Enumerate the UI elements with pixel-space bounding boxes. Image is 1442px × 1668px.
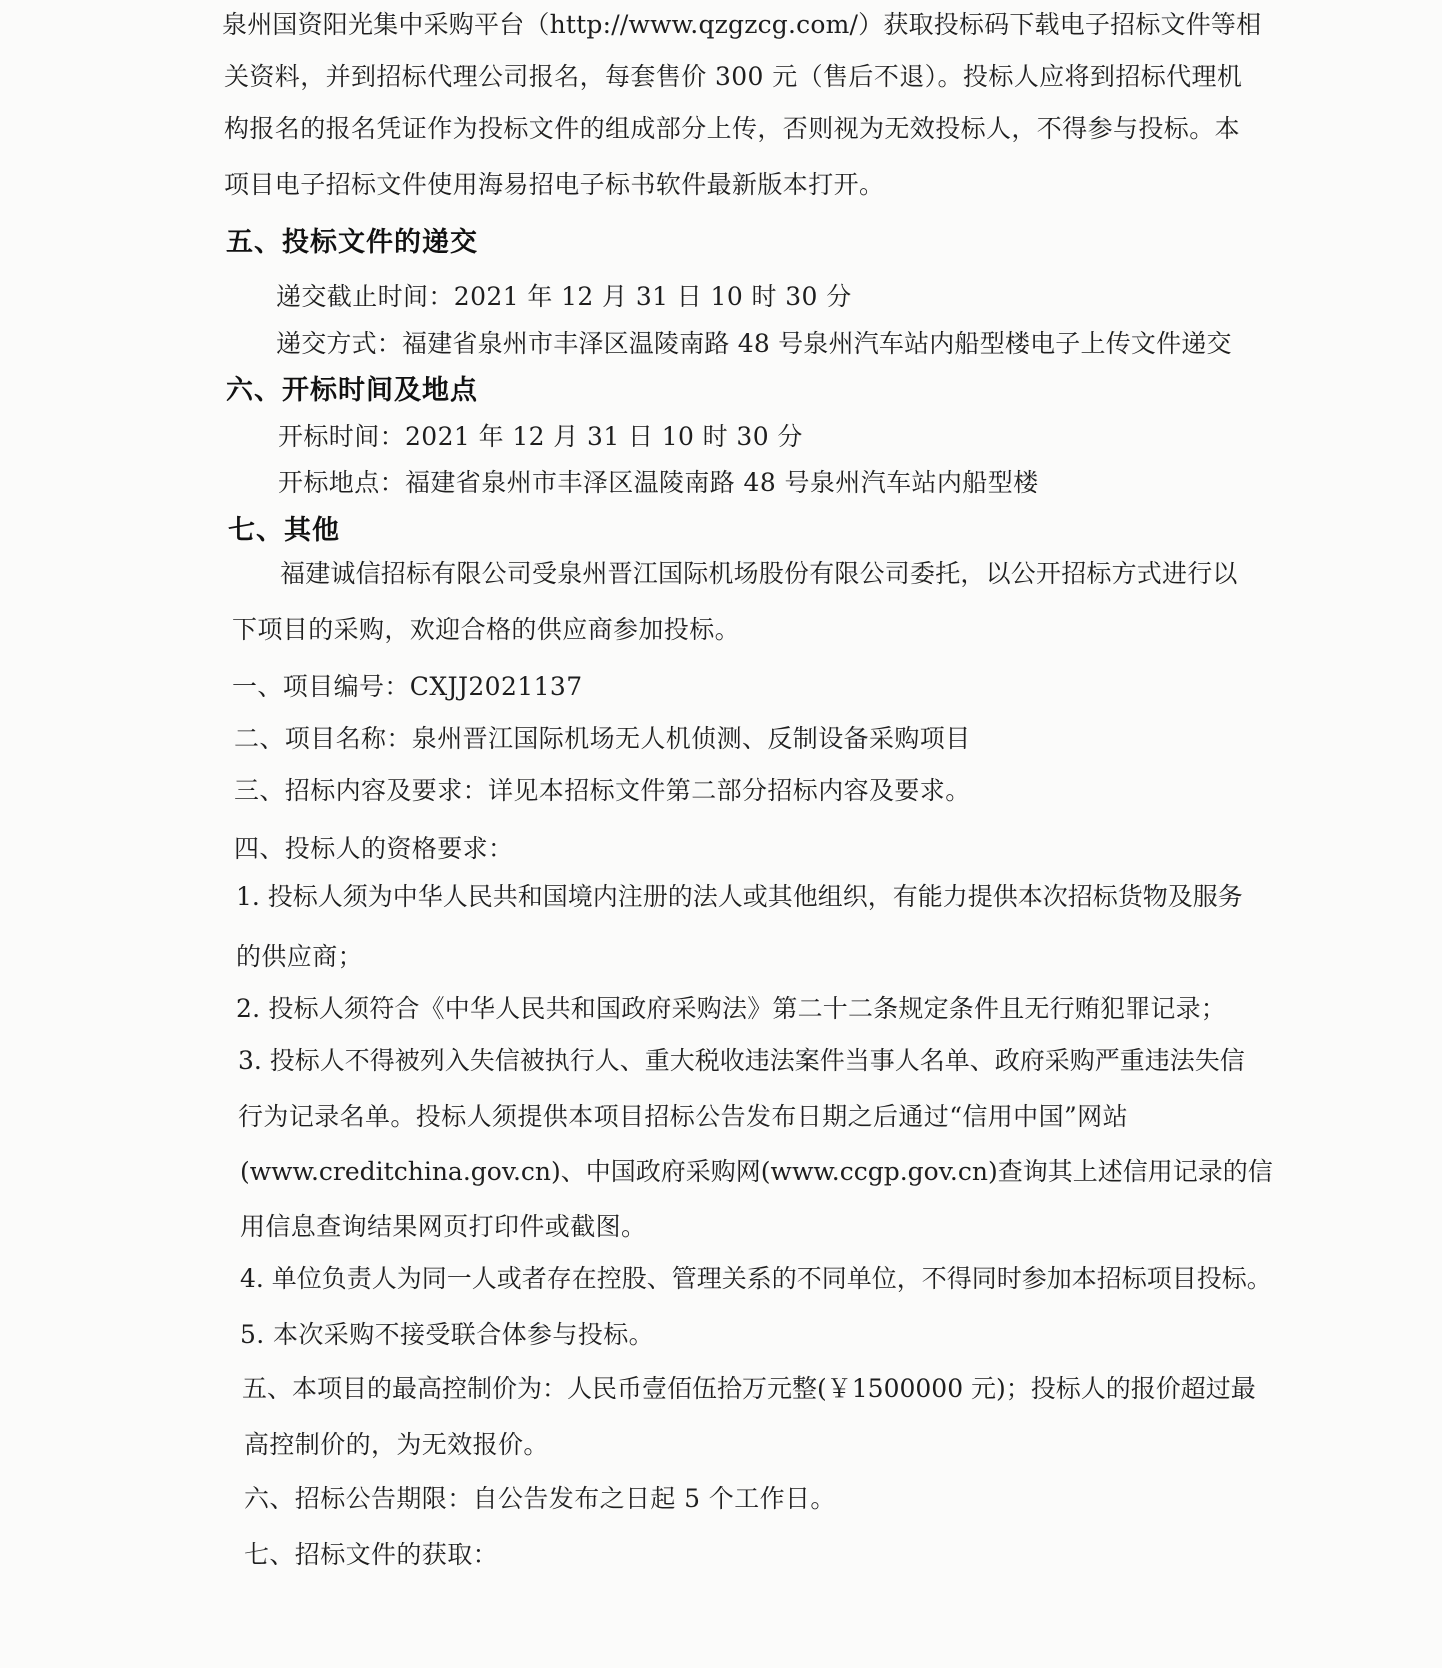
project-name: 二、项目名称：泉州晋江国际机场无人机侦测、反制设备采购项目 [234, 724, 971, 753]
requirement-3-line-2: 行为记录名单。投标人须提供本项目招标公告发布日期之后通过“信用中国”网站 [238, 1102, 1128, 1131]
requirement-3-line-3: (www.creditchina.gov.cn)、中国政府采购网(www.ccgp.gov.cn)查询其上述信用记录的信 [240, 1157, 1273, 1186]
intro-line-1: 泉州国资阳光集中采购平台（http://www.qzgzcg.com/）获取投标码下载电子招标文件等相 [222, 10, 1262, 39]
tender-document-acquisition: 七、招标文件的获取： [244, 1540, 499, 1569]
max-price-line-2: 高控制价的，为无效报价。 [244, 1430, 549, 1459]
section-5-heading: 五、投标文件的递交 [226, 227, 478, 258]
max-price-line-1: 五、本项目的最高控制价为：人民币壹佰伍拾万元整(￥1500000 元)；投标人的报价超过最 [242, 1374, 1256, 1403]
requirement-3-line-1: 3. 投标人不得被列入失信被执行人、重大税收违法案件当事人名单、政府采购严重违法失信 [238, 1046, 1245, 1075]
intro-line-4: 项目电子招标文件使用海易招电子标书软件最新版本打开。 [224, 170, 885, 199]
intro-line-2: 关资料，并到招标代理公司报名，每套售价 300 元（售后不退）。投标人应将到招标代理机 [224, 62, 1243, 91]
requirement-4: 4. 单位负责人为同一人或者存在控股、管理关系的不同单位，不得同时参加本招标项目投标。 [240, 1264, 1272, 1293]
submission-method: 递交方式：福建省泉州市丰泽区温陵南路 48 号泉州汽车站内船型楼电子上传文件递交 [276, 329, 1232, 358]
requirement-1-line-2: 的供应商； [236, 942, 364, 971]
requirement-3-line-4: 用信息查询结果网页打印件或截图。 [240, 1212, 647, 1241]
opening-time: 开标时间：2021 年 12 月 31 日 10 时 30 分 [278, 422, 803, 451]
requirement-2: 2. 投标人须符合《中华人民共和国政府采购法》第二十二条规定条件且无行贿犯罪记录； [236, 994, 1227, 1023]
announcement-period: 六、招标公告期限：自公告发布之日起 5 个工作日。 [244, 1484, 836, 1513]
other-paragraph-line-1: 福建诚信招标有限公司受泉州晋江国际机场股份有限公司委托，以公开招标方式进行以 [280, 559, 1238, 588]
qualification-heading: 四、投标人的资格要求： [234, 834, 514, 863]
submission-deadline: 递交截止时间：2021 年 12 月 31 日 10 时 30 分 [276, 282, 852, 311]
other-paragraph-line-2: 下项目的采购，欢迎合格的供应商参加投标。 [232, 615, 741, 644]
intro-line-3: 构报名的报名凭证作为投标文件的组成部分上传，否则视为无效投标人，不得参与投标。本 [224, 114, 1241, 143]
section-7-heading: 七、其他 [228, 515, 340, 546]
tender-content: 三、招标内容及要求：详见本招标文件第二部分招标内容及要求。 [234, 776, 971, 805]
requirement-1-line-1: 1. 投标人须为中华人民共和国境内注册的法人或其他组织，有能力提供本次招标货物及服务 [236, 882, 1243, 911]
project-number: 一、项目编号：CXJJ2021137 [232, 672, 583, 701]
section-6-heading: 六、开标时间及地点 [226, 375, 478, 406]
requirement-5: 5. 本次采购不接受联合体参与投标。 [240, 1320, 655, 1349]
opening-place: 开标地点：福建省泉州市丰泽区温陵南路 48 号泉州汽车站内船型楼 [278, 468, 1039, 497]
